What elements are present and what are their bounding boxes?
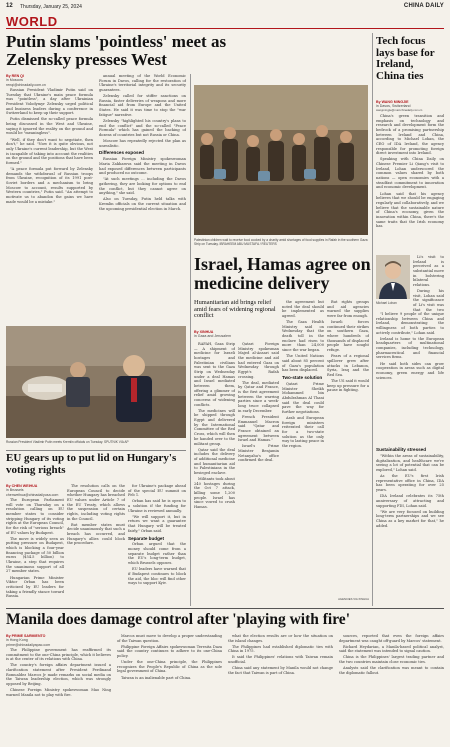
putin-photo xyxy=(6,326,186,438)
eu-column-3 xyxy=(128,484,186,604)
paragraph: Israeli forces continued their strikes on southern Gaza, where hundreds of thousands of displaced people have sought refuge. xyxy=(327,320,369,353)
column-divider xyxy=(190,74,191,606)
paragraph: French President Emmanuel Macron said "Qatar and France obtained an agreement between Israel and Hamas." xyxy=(238,414,279,443)
paragraph: "I believe 9 people of the unique relationship between China and Ireland, demonstrating the willingness of both parties to actively contribute," Lohan said. xyxy=(376,312,444,335)
tech-column-3 xyxy=(376,454,444,604)
paragraph: Israel's Prime Minister Benjamin Netanyahu's office confirmed the deal. xyxy=(238,444,279,463)
paragraph: for Ukraine's package ahead of the special EU summit on Feb 1. xyxy=(128,484,186,498)
paragraph: Lohan said that his agency believes that we should be engaging regularly and collaboratively, and we believe that the sustainable nature of China's economy, given the innovation within China, there's the same traits that the Irish economy has. xyxy=(376,191,444,229)
paragraph: Arab and European foreign ministers reiterated their call for a two-state solution as the only way to lasting peace in the region. xyxy=(282,415,324,448)
paragraph: The resolution calls on the European Council to decide whether Hungary has breached EU values under Article 7 of the EU Treaty, which allows the suspension of certain rights, including voting rights in the Council. xyxy=(67,484,125,521)
column-divider xyxy=(372,33,373,606)
paragraph: China said any statement by Manila would not change the fact that Taiwan is part of China. xyxy=(228,666,333,675)
eu-column-1 xyxy=(6,498,64,604)
paragraph: Also on Tuesday, Putin held talks with Kremlin officials on the current situation and the upcoming presidential election in March. xyxy=(99,197,186,211)
issue-date: Thursday, January 25, 2024 xyxy=(20,4,82,10)
israel-standfirst: Humanitarian aid brings relief amid fears of widening regional conflict xyxy=(194,299,276,320)
paragraph: The country's foreign affairs department issued a clarification statement after President Ferdinand Romualdez Marcos Jr made remarks on social media on the Taiwan leadership election, which was strongly opposed by Beijing. xyxy=(6,663,111,687)
paragraph: Under the one-China principle, the Philippines recognizes the People's Republic of China as the sole legal government of China. xyxy=(117,660,222,674)
tech-subhead: Sustainability stressed xyxy=(376,447,427,452)
paragraph: IDA Ireland celebrates its 75th anniversary of attracting and supporting FDI, Lohan said. xyxy=(376,494,444,508)
paragraph: Hungarian Prime Minister Viktor Orban has been criticized by EU leaders for taking a friendly stance toward Russia. xyxy=(6,575,64,599)
paragraph: "Well, if they don't want to negotiate, then don't," he said. "Now it is quite obvious, not only Ukraine's current leadership, but the West is incapable of taking into account the realities on the ground and the positions that have been formed." xyxy=(6,137,93,165)
newspaper-brand: CHINA DAILY xyxy=(403,3,444,9)
israel-credit: AGENCIES VIA XINHUA xyxy=(338,597,369,601)
paragraph: The US said it would keep up pressure for a pause in fighting. xyxy=(327,378,369,393)
paragraph: Orban has said he is open to a solution if the funding for Ukraine is reviewed annually. xyxy=(128,499,186,513)
paragraph: the agreement but noted the deal should be implemented as agreed. xyxy=(282,300,324,319)
manila-column-4 xyxy=(339,634,444,743)
paragraph: But rights groups and aid agencies warned the supplies were far from enough. xyxy=(327,300,369,319)
paragraph: RAFAH, Gaza Strip — A shipment of medicine for Israeli hostages and Palestinian civilians was sent to the Gaza Strip on Wednesday under a deal Hamas and Israel mediated between them, offering a glimmer of relief amid growing concerns of widening conflicts. xyxy=(194,342,235,407)
putin-column-2 xyxy=(99,74,186,324)
tech-byline-place: in Davos, Switzerland xyxy=(376,104,411,109)
tech-column-1 xyxy=(376,114,444,252)
gaza-photo-caption: Palestinian children wait to receive food cooked by a charity amid shortages of food supplies in Rafah in the southern Gaza Strip on Tuesday. IBRAHEEM ABU MUSTAFA / REUTERS xyxy=(194,238,368,246)
tech-byline-name: By WANG MINGJIE xyxy=(376,100,409,104)
paragraph: "We are very focused on building long-term partnerships and we see China as a key market for that," he added. xyxy=(376,509,444,528)
eu-subhead: Separate budget xyxy=(128,535,164,541)
paragraph: Richard Heydarian, a Manila-based political analyst, said the statement was intended to signal caution. xyxy=(339,644,444,654)
section-label: WORLD xyxy=(6,14,58,29)
eu-headline: EU gears up to put lid on Hungary's voting rights xyxy=(6,452,177,476)
tech-column-2b xyxy=(376,312,444,442)
paragraph: Militants took about 240 hostages during the Oct 7 attack, killing some 1,200 people. Israel has since vowed to crush Hamas. xyxy=(194,476,235,510)
manila-byline-name: By PRIME SARMIENTO xyxy=(6,634,46,638)
paragraph: The medicines will be shipped through Egypt and delivered by the International Committee of the Red Cross, which will then be handed over to the militant group. xyxy=(194,408,235,446)
paragraph: The Gaza Health Ministry said on Wednesday that the death toll in the enclave had risen to more than 24,000 since the war began. xyxy=(282,320,324,353)
paragraph: EU leaders have warned that if Budapest continues to block the aid, the bloc will find other ways to support Kyiv. xyxy=(128,567,186,586)
masthead xyxy=(6,3,444,12)
paragraph: It said the Philippines' relations with Taiwan remain unofficial. xyxy=(228,655,333,665)
gaza-photo xyxy=(194,85,368,235)
paragraph: Analysts said the clarification was meant to contain the diplomatic fallout. xyxy=(339,666,444,675)
manila-byline-place: in Hong Kong xyxy=(6,638,28,643)
paragraph: Taiwan is an inalienable part of China. xyxy=(121,675,192,680)
paragraph: Orban argued that the money should come from a separate budget rather than the EU's long-term budget, which Brussels opposes. xyxy=(128,542,186,566)
paragraph: "Within the areas of sustainability, digitalization, and healthcare we're seeing a lot of potential that can be explored," Lohan said. xyxy=(376,454,444,473)
paragraph: Moscow has repeatedly rejected the plan as unrealistic. xyxy=(99,138,186,148)
paragraph: Zelensky "highlighted his country's plans to end the conflict" and the so-called "Peace Formula" which has gained the backing of dozens of countries but not Russia or China. xyxy=(99,118,186,137)
israel-headline: Israel, Hamas agree on medicine delivery xyxy=(194,254,371,293)
paragraph: As the EU's first Irish representative office in China, IDA has been operating for over 25 years. xyxy=(376,474,444,493)
israel-column-3 xyxy=(282,300,324,604)
putin-byline-email: renqi@chinadaily.com.cn xyxy=(6,82,46,87)
israel-column-4 xyxy=(327,300,369,596)
israel-column-2 xyxy=(238,342,279,604)
section-bar xyxy=(6,13,444,29)
putin-subhead: Differences exposed xyxy=(99,150,144,156)
eu-byline-place: in Brussels xyxy=(6,488,24,493)
paragraph: Li's visit to Ireland is perceived as a substantial move in bolstering bilateral relations. xyxy=(413,255,444,288)
paragraph: annual meeting of the World Economic Forum in Davos, calling for the restoration of Ukraine's territorial integrity and its security guarantees. xyxy=(99,74,186,93)
paragraph: Philippine Foreign Affairs spokeswoman Teresita Daza said the country continues to adhere to its one-China policy. xyxy=(117,644,222,659)
putin-headline: Putin slams 'pointless' meet as Zelensky presses West xyxy=(6,32,227,69)
israel-subhead: Two-state solution xyxy=(282,374,323,380)
paragraph: But member states must decide unanimously that such a breach has occurred, and Hungary's allies could block the procedure. xyxy=(67,522,125,546)
paragraph: Russian Foreign Ministry spokeswoman Maria Zakharova said the meeting in Davos had exposed differences between participants and produced no outcome. xyxy=(99,157,186,176)
putin-column-1 xyxy=(6,88,93,324)
paragraph: Russian President Vladimir Putin said on Tuesday that Ukraine's main peace formula was "pointless", a day after Ukrainian President Volodymyr Zelensky urged political and business leaders during a conference in Switzerland to keep up their support. xyxy=(6,88,93,116)
paragraph: "At such meetings ... including the Davos gathering, they are looking for options to end the conflict, but they cannot agree on anything," she said. xyxy=(99,177,186,196)
paragraph: Qatari Prime Minister Sheikh Mohammed bin Abdulrahman Al Thani said the deal could pave the way for further negotiations. xyxy=(282,381,324,414)
paragraph: "A peace formula put forward by Zelensky demands the withdrawal of Russian troops from Ukraine, recognition of its 1991 post-Soviet borders and a mechanism to bring Moscow to account, results supported by Western countries," Putin said. "An attempt to motivate us to abandon the gains we have made would be a mistake." xyxy=(6,166,93,204)
paragraph: China's green transition and emphasis on technology and research and development form the bedrock of a promising partnership between Ireland and China, according to Michael Lohan, the CEO of IDA Ireland, the agency responsible for promoting foreign direct investment into Ireland. xyxy=(376,114,444,156)
manila-column-1 xyxy=(6,648,111,743)
paragraph: Qatari Foreign Ministry spokesman Majed al-Ansari said the medicine and aid had entered Gaza on Wednesday through Egypt's Rafah crossing. xyxy=(238,342,279,379)
tech-byline-email: wangmingjie@mail.chinadaily.com.cn xyxy=(376,107,423,112)
paragraph: During his visit, Lohan said the significance of Li's visit was that the two xyxy=(413,289,444,311)
putin-byline xyxy=(6,74,91,87)
page-number: 12 xyxy=(6,3,13,9)
divider xyxy=(6,450,186,451)
paragraph: "We will support it, but in return we want a guarantee that Hungary will be treated fairly," Orban said. xyxy=(128,514,186,533)
paragraph: Zelensky called for stiffer sanctions on Russia, faster deliveries of weapons and more financial aid from Europe and the United States. He said it was time to stop the "war fatigue" narrative. xyxy=(99,94,186,117)
eu-byline-name: By CHEN WEIHUA xyxy=(6,484,38,488)
paragraph: sources, reported that even the foreign affairs department was caught off-guard by Marcos' statement. xyxy=(339,634,444,643)
putin-byline-name: By REN QI xyxy=(6,74,24,78)
israel-column-1 xyxy=(194,342,235,604)
paragraph: Putin dismissed the so-called peace formula being discussed in the West and Ukraine, saying it ignored the reality on the ground and would be "meaningless". xyxy=(6,117,93,136)
paragraph: Speaking with China Daily on Chinese Premier Li Qiang's visit to Ireland, Lohan underscored the common values shared by both nations — open economies with a steadfast commitment to innovation and economic development. xyxy=(376,157,444,190)
eu-byline xyxy=(6,484,64,497)
paragraph: He said both sides can grow cooperation in areas such as digital economy, green energy and life sciences. xyxy=(376,361,444,380)
lohan-photo xyxy=(376,255,410,299)
paragraph: The United Nations said about 85 percent of Gaza's population has been displaced. xyxy=(282,354,324,373)
israel-byline xyxy=(194,330,276,339)
eu-column-2 xyxy=(67,484,125,604)
divider xyxy=(6,608,444,609)
lohan-photo-caption: Michael Lohan xyxy=(376,301,397,305)
paragraph: Qatar said the deal includes the delivery of additional medicine and humanitarian aid to Palestinians in the besieged enclave. xyxy=(194,447,235,475)
manila-byline-email: prime@chinadailyapac.com xyxy=(6,642,51,647)
paragraph: Marcos must move to develop a proper understanding of the Taiwan question. xyxy=(117,634,222,643)
paragraph: The Philippine government has reaffirmed its commitment to the one-China principle, which it believes is at the center of its relations with China. xyxy=(6,648,111,662)
israel-byline-name: By XINHUA xyxy=(194,330,214,334)
eu-byline-email: chenweihua@chinadailyusa.com xyxy=(6,492,59,497)
paragraph: China is the Philippines' largest trading partner and the two countries maintain close economic ties. xyxy=(339,655,444,665)
tech-byline xyxy=(376,100,444,112)
paragraph: The move is widely seen as putting pressure on Budapest, which is blocking a four-year financing package of 50 billion euros ($54.5 billion) to Ukraine, a step that requires the unanimous support of all 27 member states. xyxy=(6,536,64,574)
paragraph: what the election results are or how the situation on the island changes. xyxy=(228,634,333,643)
manila-byline xyxy=(6,634,111,647)
putin-byline-place: in Moscow xyxy=(6,78,23,83)
manila-headline: Manila does damage control after 'playing with fire' xyxy=(6,611,350,628)
paragraph: Fears of a regional spillover grew after attacks in Lebanon, Syria, Iraq and the Red Sea. xyxy=(327,354,369,377)
israel-byline-place: in Gaza and Jerusalem xyxy=(194,334,231,339)
paragraph: The European Parliament will vote on Thursday on a resolution calling on EU member states to consider stripping Hungary of its voting rights at the European Council, for the risk of "serious breach" of EU values by Budapest. xyxy=(6,498,64,535)
paragraph: The Philippines had established diplomatic ties with China in 1975. xyxy=(228,644,333,654)
paragraph: Ireland is home to the European headquarters of multinational companies, including technology, pharmaceutical and financial services firms. xyxy=(376,336,444,360)
paragraph: The deal, mediated by Qatar and France, is the first agreement between the warring parties since a week-long truce collapsed in early December. xyxy=(238,380,279,413)
tech-column-2 xyxy=(413,255,444,311)
manila-column-2 xyxy=(117,634,222,743)
putin-photo-caption: Russian President Vladimir Putin meets Kremlin officials on Tuesday. SPUTNIK VIA AP xyxy=(6,440,129,444)
manila-column-3 xyxy=(228,634,333,743)
paragraph: Chinese Foreign Ministry spokeswoman Mao Ning warned Manila not to play with fire. xyxy=(6,688,111,697)
tech-headline: Tech focus lays base for Ireland, China ties xyxy=(376,35,435,82)
